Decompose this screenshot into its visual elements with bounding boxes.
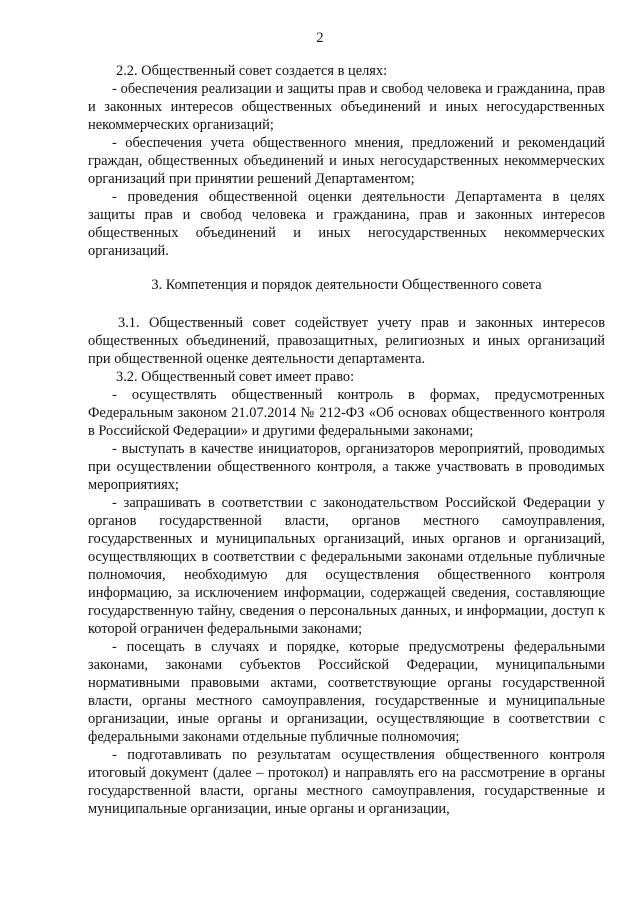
spacer <box>88 294 605 314</box>
right-item-public-control: - осуществлять общественный контроль в формах, предусмотренных Федеральным законом 21.07.2014 № 212-ФЗ «Об основах общественного контроля в Российской Федерации» и другими федеральными законами; <box>88 387 605 439</box>
spacer <box>88 260 605 276</box>
right-item-visit-organizations: - посещать в случаях и порядке, которые предусмотрены федеральными законами, законами субъектов Российской Федерации, муниципальными нормативными правовыми актами, соответствующие органы государственной власти, органы местного самоуправления, государственные и муниципальные организации, иные органы и организации, осуществляющие в соответствии с федеральными законами отдельные публичные полномочия; <box>88 639 605 745</box>
right-item-request-information: - запрашивать в соответствии с законодательством Российской Федерации у органов государственной власти, органов местного самоуправления, государственных и муниципальных организаций, иных органов и организаций, осуществляющих в соответствии с федеральными законами отдельные публичные полномочия, необходимую для осуществления общественного контроля информацию, за исключением информации, содержащей сведения, составляющие государственную тайну, сведения о персональных данных, и информации, доступ к которой ограничен федеральными законами; <box>88 495 605 637</box>
section-3-heading: 3. Компетенция и порядок деятельности Общественного совета <box>151 277 542 293</box>
right-item-initiate-events: - выступать в качестве инициаторов, организаторов мероприятий, проводимых при осуществлении общественного контроля, а также участвовать в проводимых мероприятиях; <box>88 441 605 493</box>
document-body <box>88 62 605 818</box>
page-number: 2 <box>316 30 324 46</box>
goal-item-public-evaluation: - проведения общественной оценки деятельности Департамента в целях защиты прав и свобод человека и гражданина, прав и законных интересов общественных объединений и иных негосударственных некоммерческих организаций. <box>88 189 605 259</box>
section-3-2-intro: 3.2. Общественный совет имеет право: <box>116 369 355 385</box>
right-item-prepare-protocol: - подготавливать по результатам осуществления общественного контроля итоговый документ (далее – протокол) и направлять его на рассмотрение в органы государственной власти, органы местного самоуправления, государственные и муниципальные организации, иные органы и организации, <box>88 747 605 817</box>
section-3-1-paragraph: 3.1. Общественный совет содействует учету прав и законных интересов общественных объединений, правозащитных, религиозных и иных организаций при общественной оценке деятельности департамента. <box>88 315 605 367</box>
goal-item-rights-protection: - обеспечения реализации и защиты прав и свобод человека и гражданина, прав и законных интересов общественных объединений и иных негосударственных некоммерческих организаций; <box>88 81 605 133</box>
section-2-2-intro: 2.2. Общественный совет создается в целях: <box>116 63 388 79</box>
goal-item-public-opinion: - обеспечения учета общественного мнения, предложений и рекомендаций граждан, общественных объединений и иных негосударственных некоммерческих организаций при принятии решений Департаментом; <box>88 135 605 187</box>
